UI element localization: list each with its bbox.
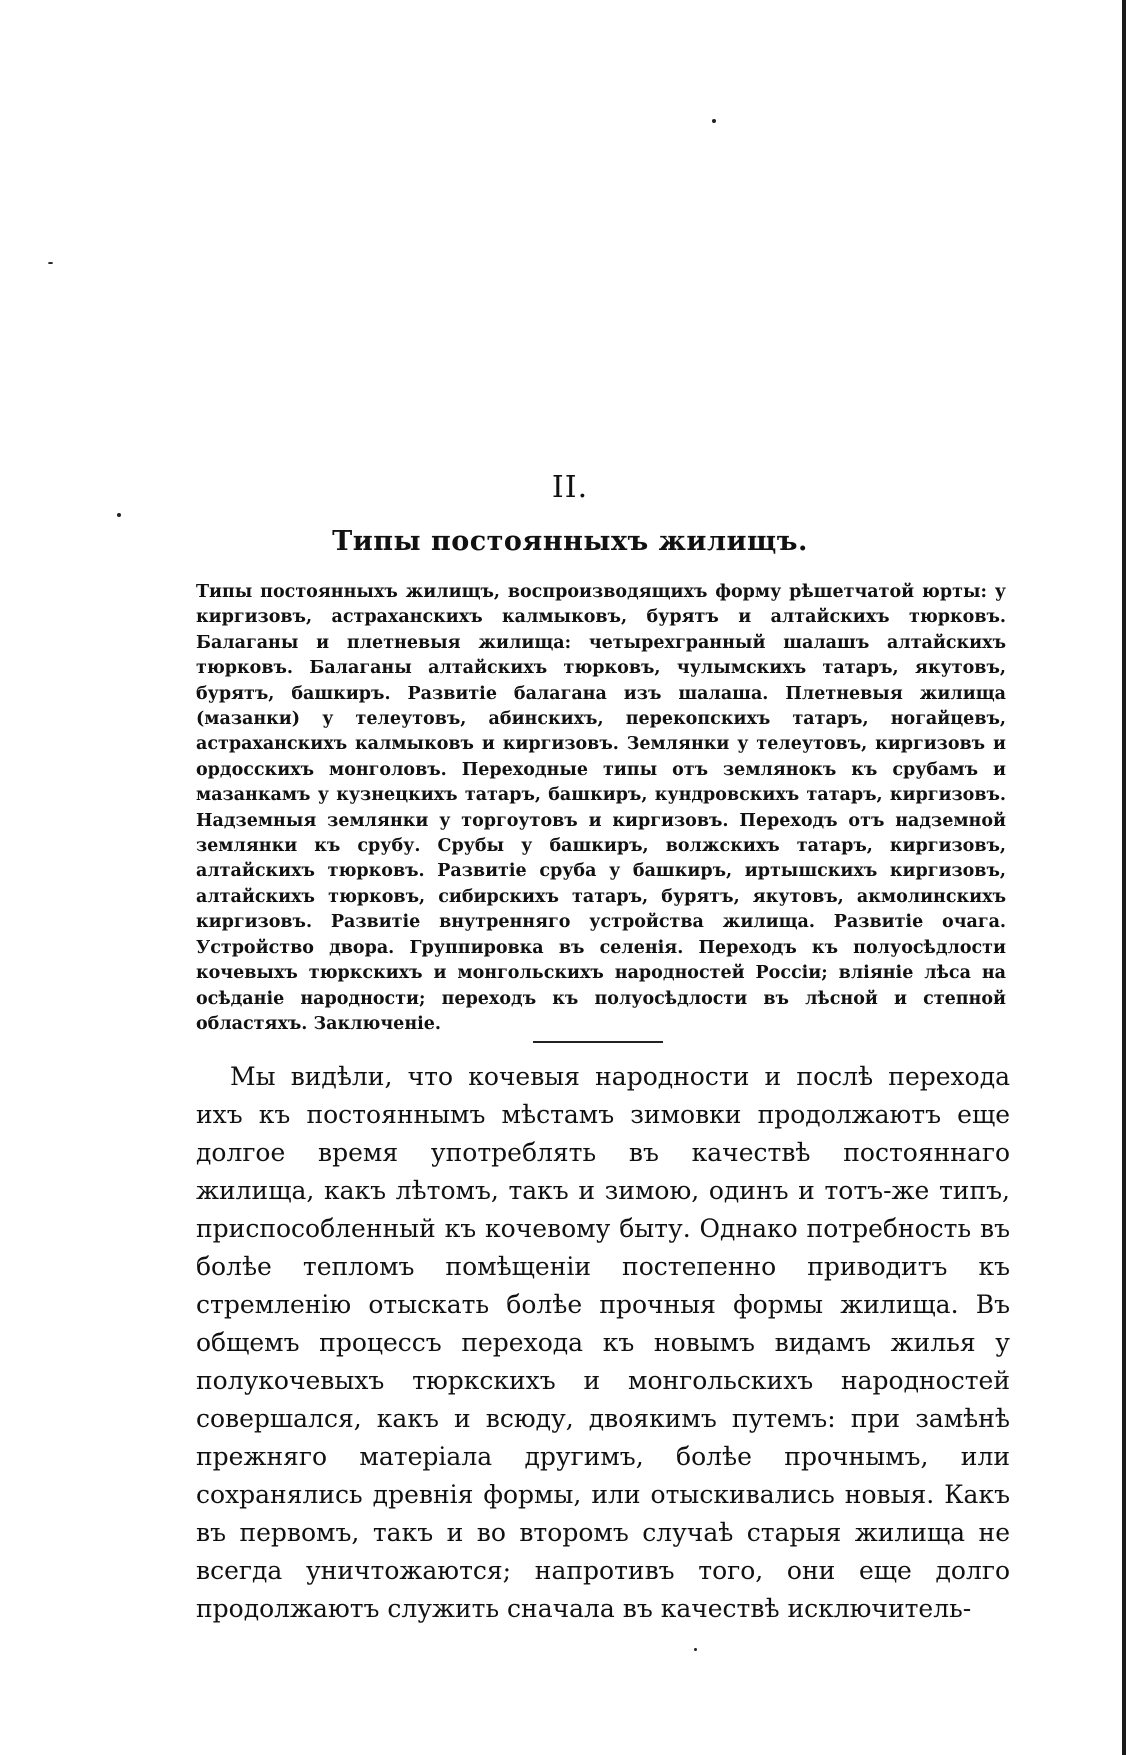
chapter-numeral: II.	[551, 470, 589, 505]
body-text	[196, 1058, 1010, 1628]
scan-speck	[117, 513, 121, 517]
separator-rule	[533, 1041, 663, 1043]
scan-speck	[48, 262, 53, 264]
page-edge-line	[1122, 0, 1126, 1755]
chapter-title: Типы постоянныхъ жилищъ.	[332, 526, 808, 557]
chapter-summary: Типы постоянныхъ жилищъ, воспроизводящихъ форму рѣшетчатой юрты: у киргизовъ, астраханскихъ калмыковъ, бурятъ и алтайскихъ тюрковъ. Балаганы и плетневыя жилища: четырехгранный шалашъ алтайскихъ тюрковъ. Балаганы алтайскихъ тюрковъ, чулымскихъ татаръ, якутовъ, бурятъ, башкиръ. Развитіе балагана изъ шалаша. Плетневыя жилища (мазанки) у телеутовъ, абинскихъ, перекопскихъ татаръ, ногайцевъ, астраханскихъ калмыковъ и киргизовъ. Землянки у телеутовъ, киргизовъ и ордосскихъ монголовъ. Переходные типы отъ землянокъ къ срубамъ и мазанкамъ у кузнецкихъ татаръ, башкиръ, кундровскихъ татаръ, киргизовъ. Надземныя землянки у торгоутовъ и киргизовъ. Переходъ отъ надземной землянки къ срубу. Срубы у башкиръ, волжскихъ татаръ, киргизовъ, алтайскихъ тюрковъ. Развитіе сруба у башкиръ, иртышскихъ киргизовъ, алтайскихъ тюрковъ, сибирскихъ татаръ, бурятъ, якутовъ, акмолинскихъ киргизовъ. Развитіе внутренняго устройства жилища. Развитіе очага. Устройство двора. Группировка въ селенія. Переходъ къ полуосѣдлости кочевыхъ тюркскихъ и монгольскихъ народностей Россіи; вліяніе лѣса на осѣданіе народности; переходъ къ полуосѣдлости въ лѣсной и степной областяхъ. Заключеніе.	[196, 582, 1006, 1034]
scan-speck	[694, 1648, 697, 1651]
body-paragraph: Мы видѣли, что кочевыя народности и послѣ перехода ихъ къ постояннымъ мѣстамъ зимовки продолжаютъ еще долгое время употреблять въ качествѣ постояннаго жилища, какъ лѣтомъ, такъ и зимою, одинъ и тотъ-же типъ, приспособленный къ кочевому быту. Однако потребность въ болѣе тепломъ помѣщеніи постепенно приводитъ къ стремленію отыскать болѣе прочныя формы жилища. Въ общемъ процессъ перехода къ новымъ видамъ жилья у полукочевыхъ тюркскихъ и монгольскихъ народностей совершался, какъ и всюду, двоякимъ путемъ: при замѣнѣ прежняго матеріала другимъ, болѣе прочнымъ, или сохранялись древнія формы, или отыскивались новыя. Какъ въ первомъ, такъ и во второмъ случаѣ старыя жилища не всегда уничтожаются; напротивъ того, они еще долго продолжаютъ служить сначала въ качествѣ исключитель-	[196, 1062, 1010, 1623]
scan-speck	[712, 119, 716, 123]
